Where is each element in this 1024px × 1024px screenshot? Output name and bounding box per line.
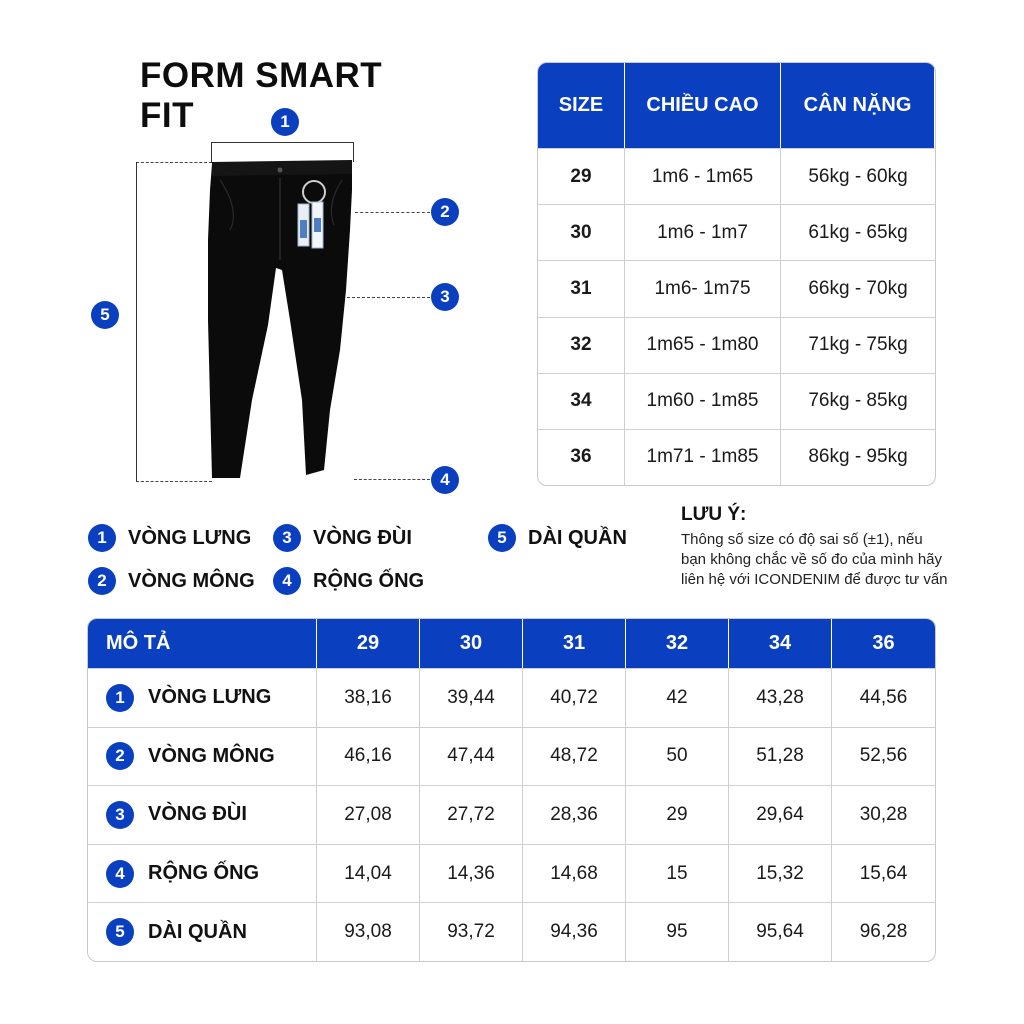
measure-cell: 48,72 bbox=[523, 727, 626, 786]
row-label bbox=[88, 844, 317, 903]
measure-cell: 96,28 bbox=[832, 902, 935, 961]
measure-cell: 95,64 bbox=[729, 902, 832, 961]
row-label bbox=[88, 668, 317, 727]
waist-guide-top bbox=[211, 142, 354, 143]
hem-guide bbox=[354, 479, 430, 480]
size-column-header: 31 bbox=[523, 619, 626, 668]
table-cell-height: 1m71 - 1m85 bbox=[625, 429, 781, 485]
size-column-header: 30 bbox=[420, 619, 523, 668]
row-badge: 4 bbox=[106, 860, 134, 888]
row-label bbox=[88, 727, 317, 786]
measure-cell: 39,44 bbox=[420, 668, 523, 727]
measure-cell: 28,36 bbox=[523, 785, 626, 844]
legend-item-hem bbox=[273, 567, 424, 595]
measure-cell: 94,36 bbox=[523, 902, 626, 961]
row-label-text: VÒNG LƯNG bbox=[148, 686, 272, 709]
marker-3: 3 bbox=[431, 283, 459, 311]
measure-cell: 15,64 bbox=[832, 844, 935, 903]
table-cell-weight: 66kg - 70kg bbox=[781, 260, 935, 316]
table-cell-size: 31 bbox=[538, 260, 625, 316]
waistband bbox=[212, 160, 352, 176]
table-cell-height: 1m60 - 1m85 bbox=[625, 373, 781, 429]
table-cell-size: 34 bbox=[538, 373, 625, 429]
measure-cell: 51,28 bbox=[729, 727, 832, 786]
marker-1: 1 bbox=[271, 108, 299, 136]
row-label-text: DÀI QUẦN bbox=[148, 920, 247, 943]
table-cell-size: 32 bbox=[538, 317, 625, 373]
legend-item-thigh bbox=[273, 524, 412, 552]
measure-cell: 93,72 bbox=[420, 902, 523, 961]
measure-cell: 27,08 bbox=[317, 785, 420, 844]
size-column-header: 34 bbox=[729, 619, 832, 668]
measure-cell: 46,16 bbox=[317, 727, 420, 786]
marker-5: 5 bbox=[91, 301, 119, 329]
legend-label: VÒNG MÔNG bbox=[128, 569, 255, 592]
measure-cell: 43,28 bbox=[729, 668, 832, 727]
measure-cell: 42 bbox=[626, 668, 729, 727]
legend-badge: 1 bbox=[88, 524, 116, 552]
row-badge: 5 bbox=[106, 918, 134, 946]
legend-label: VÒNG ĐÙI bbox=[313, 526, 412, 549]
pants-illustration bbox=[200, 150, 360, 485]
page-title: FORM SMART FIT bbox=[140, 56, 383, 135]
table-cell-weight: 61kg - 65kg bbox=[781, 204, 935, 260]
hip-guide bbox=[355, 212, 430, 213]
table-cell-size: 29 bbox=[538, 148, 625, 204]
measure-cell: 50 bbox=[626, 727, 729, 786]
legend-badge: 4 bbox=[273, 567, 301, 595]
legend-item-waist bbox=[88, 524, 251, 552]
measure-cell: 52,56 bbox=[832, 727, 935, 786]
row-badge: 1 bbox=[106, 684, 134, 712]
table-cell-height: 1m6- 1m75 bbox=[625, 260, 781, 316]
legend-label: DÀI QUẦN bbox=[528, 526, 627, 549]
table-cell-size: 36 bbox=[538, 429, 625, 485]
measure-cell: 38,16 bbox=[317, 668, 420, 727]
length-guide-vertical bbox=[136, 162, 137, 482]
measure-cell: 15,32 bbox=[729, 844, 832, 903]
measure-cell: 47,44 bbox=[420, 727, 523, 786]
measure-cell: 27,72 bbox=[420, 785, 523, 844]
table-cell-weight: 86kg - 95kg bbox=[781, 429, 935, 485]
legend-badge: 5 bbox=[488, 524, 516, 552]
note-title: LƯU Ý: bbox=[681, 504, 747, 525]
table-cell-weight: 76kg - 85kg bbox=[781, 373, 935, 429]
legend-label: RỘNG ỐNG bbox=[313, 569, 425, 592]
row-label-text: VÒNG ĐÙI bbox=[148, 803, 247, 826]
row-badge: 3 bbox=[106, 801, 134, 829]
measure-cell: 44,56 bbox=[832, 668, 935, 727]
size-recommendation-table bbox=[537, 62, 936, 486]
row-label bbox=[88, 785, 317, 844]
note-text: Thông số size có độ sai số (±1), nếu bạn không chắc về số đo của mình hãy liên hệ với ICONDENIM để được tư vấn bbox=[681, 531, 948, 588]
table-cell-weight: 71kg - 75kg bbox=[781, 317, 935, 373]
measure-cell: 30,28 bbox=[832, 785, 935, 844]
measure-cell: 15 bbox=[626, 844, 729, 903]
marker-2: 2 bbox=[431, 198, 459, 226]
measure-cell: 14,36 bbox=[420, 844, 523, 903]
legend-badge: 2 bbox=[88, 567, 116, 595]
legend-item-length bbox=[488, 524, 627, 552]
legend-item-hip bbox=[88, 567, 255, 595]
table-cell-weight: 56kg - 60kg bbox=[781, 148, 935, 204]
measure-cell: 14,04 bbox=[317, 844, 420, 903]
weight-header: CÂN NẶNG bbox=[781, 63, 935, 148]
button bbox=[278, 168, 283, 173]
marker-4: 4 bbox=[431, 466, 459, 494]
description-header: MÔ TẢ bbox=[88, 619, 317, 668]
measure-cell: 93,08 bbox=[317, 902, 420, 961]
size-column-header: 36 bbox=[832, 619, 935, 668]
measure-cell: 95 bbox=[626, 902, 729, 961]
measure-cell: 29,64 bbox=[729, 785, 832, 844]
measure-cell: 40,72 bbox=[523, 668, 626, 727]
size-column-header: 29 bbox=[317, 619, 420, 668]
size-column-header: 32 bbox=[626, 619, 729, 668]
row-badge: 2 bbox=[106, 742, 134, 770]
size-header: SIZE bbox=[538, 63, 625, 148]
height-header: CHIỀU CAO bbox=[625, 63, 781, 148]
table-cell-height: 1m6 - 1m7 bbox=[625, 204, 781, 260]
note-block bbox=[681, 504, 951, 590]
table-cell-size: 30 bbox=[538, 204, 625, 260]
legend-badge: 3 bbox=[273, 524, 301, 552]
table-cell-height: 1m65 - 1m80 bbox=[625, 317, 781, 373]
measure-cell: 29 bbox=[626, 785, 729, 844]
table-cell-height: 1m6 - 1m65 bbox=[625, 148, 781, 204]
row-label bbox=[88, 902, 317, 961]
measure-cell: 14,68 bbox=[523, 844, 626, 903]
legend-label: VÒNG LƯNG bbox=[128, 526, 252, 549]
row-label-text: VÒNG MÔNG bbox=[148, 744, 275, 767]
measurement-table bbox=[87, 618, 936, 962]
row-label-text: RỘNG ỐNG bbox=[148, 862, 260, 885]
